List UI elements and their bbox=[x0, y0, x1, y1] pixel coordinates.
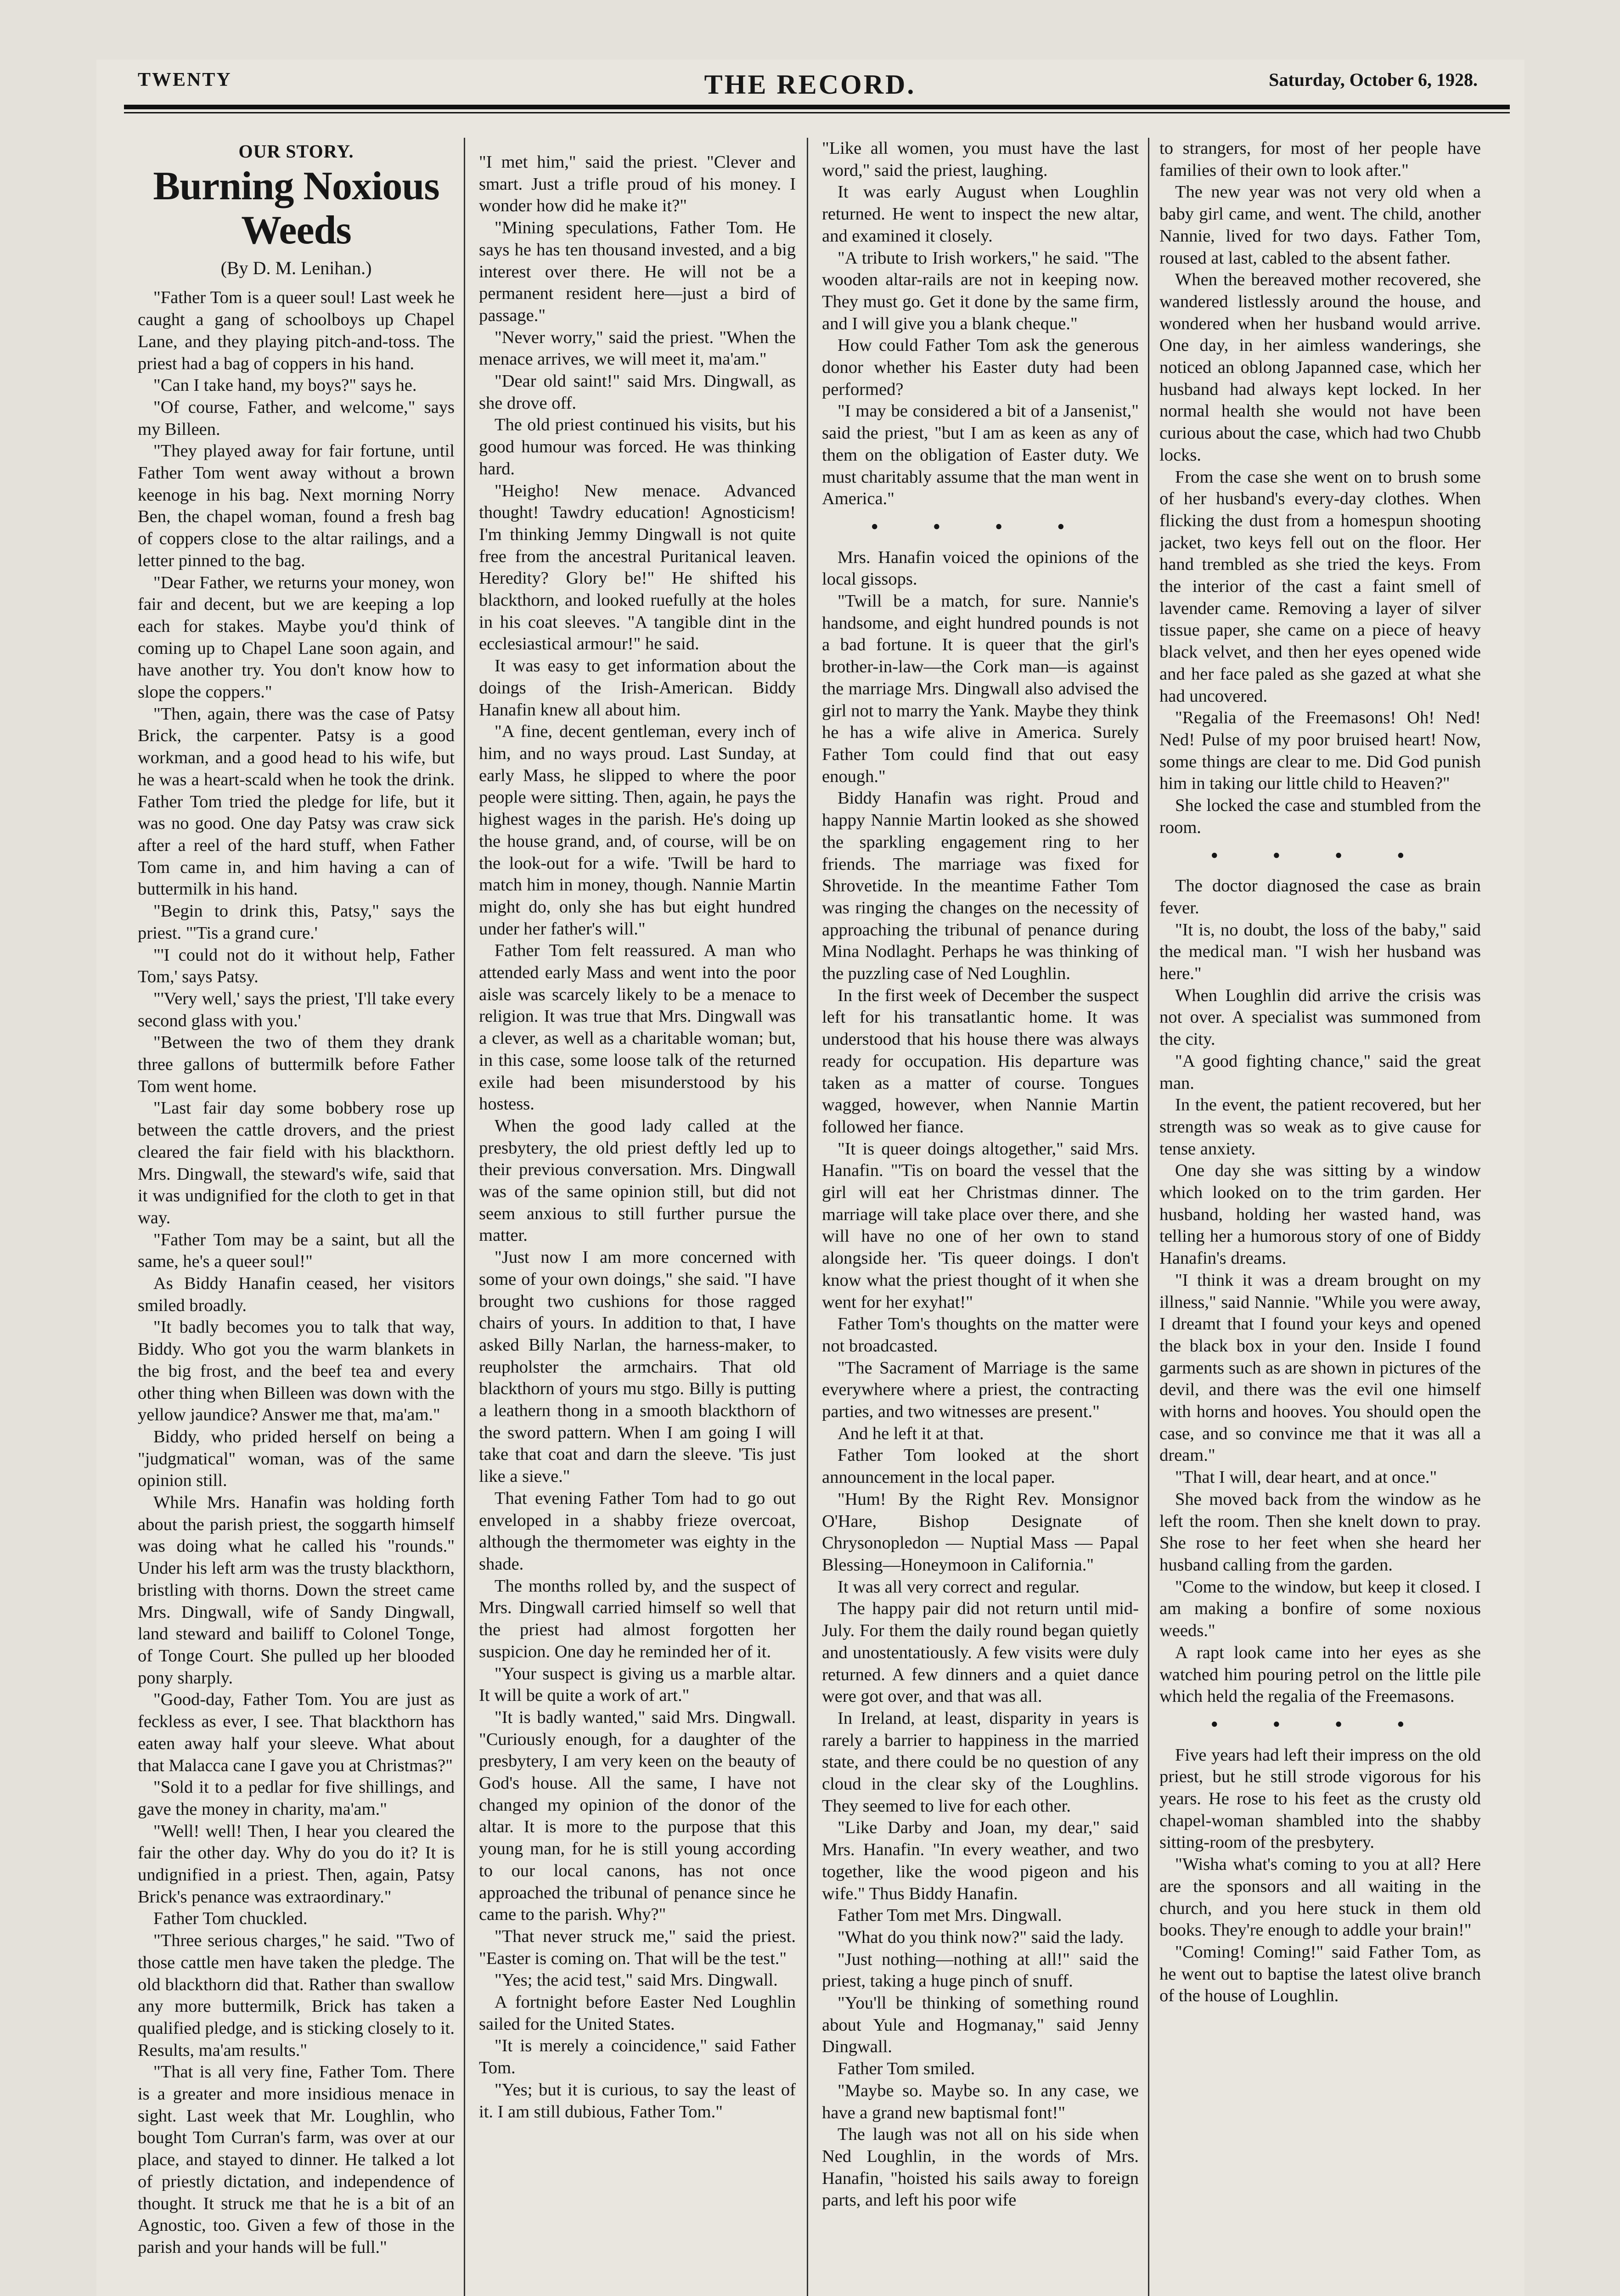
story-paragraph: "It is badly wanted," said Mrs. Dingwall. "Curiously enough, for a daughter of the presbytery, I am very keen on the beauty of God's house. All the same, I have not changed my opinion of the donor of the altar. It is more to the purpose that this young man, for he is still young according to our local canons, has not once approached the tribunal of penance since he came to the parish. Why?" bbox=[479, 1707, 796, 1925]
story-paragraph: It was easy to get information about the doings of the Irish-American. Biddy Hanafin knew all about him. bbox=[479, 656, 796, 720]
story-paragraph: It was all very correct and regular. bbox=[838, 1577, 1080, 1597]
story-paragraph: "The Sacrament of Marriage is the same everywhere where a priest, the contracting parties, and two witnesses are present." bbox=[822, 1358, 1139, 1422]
story-paragraph: "That never struck me," said the priest. "Easter is coming on. That will be the test." bbox=[479, 1926, 796, 1968]
story-paragraph: "Hum! By the Right Rev. Monsignor O'Hare, Bishop Designate of Chrysonopledon — Nuptial Mass — Papal Blessing—Honeymoon in California." bbox=[822, 1489, 1139, 1575]
page-number: TWENTY bbox=[138, 69, 232, 90]
story-paragraph: That evening Father Tom had to go out enveloped in a shabby frieze overcoat, although the thermometer was eighty in the shade. bbox=[479, 1488, 796, 1574]
story-paragraph: Father Tom smiled. bbox=[838, 2059, 975, 2079]
story-paragraph: "Twill be a match, for sure. Nannie's handsome, and eight hundred pounds is not a bad fortune. It is queer that the girl's brother-in-law—the Cork man—is against the marriage Mrs. Dingwall also advised the girl not to marry the Yank. Maybe they think he has a wife alive in America. Surely Father Tom could find that out easy enough." bbox=[822, 591, 1139, 786]
story-paragraph: Mrs. Hanafin voiced the opinions of the local gissops. bbox=[822, 547, 1139, 589]
story-paragraph: "Mining speculations, Father Tom. He says he has ten thousand invested, and a big interest over there. He will not be a permanent resident here—just a bird of passage." bbox=[479, 218, 796, 325]
masthead-title: THE RECORD. bbox=[704, 69, 916, 100]
story-paragraph: "Father Tom is a queer soul! Last week he caught a gang of schoolboys up Chapel Lane, and they playing pitch-and-toss. The priest had a bag of coppers in his hand. bbox=[138, 288, 455, 373]
story-paragraph: "'I could not do it without help, Father Tom,' says Patsy. bbox=[138, 945, 455, 987]
story-paragraph: A rapt look came into her eyes as she watched him pouring petrol on the little pile which held the regalia of the Freemasons. bbox=[1159, 1643, 1481, 1706]
story-paragraph: One day she was sitting by a window which looked on to the trim garden. Her husband, holding her wasted hand, was telling her a humorous story of one of Biddy Hanafin's dreams. bbox=[1159, 1161, 1481, 1268]
story-paragraph: "Regalia of the Freemasons! Oh! Ned! Ned! Pulse of my poor bruised heart! Now, some things are clear to me. Did God punish him in taking our little child to Heaven?" bbox=[1159, 708, 1481, 793]
story-paragraph: The months rolled by, and the suspect of Mrs. Dingwall carried himself so well that the priest had almost forgotten her suspicion. One day he reminded her of it. bbox=[479, 1576, 796, 1661]
story-paragraph: Father Tom met Mrs. Dingwall. bbox=[838, 1906, 1062, 1925]
story-paragraph: When the bereaved mother recovered, she wandered listlessly around the house, and wondered when her husband would arrive. One day, in her aimless wanderings, she noticed an oblong Japanned case, which her husband had always kept locked. In her normal health she would not have been curious about the case, which had two Chubb locks. bbox=[1159, 270, 1481, 465]
story-paragraph: "A tribute to Irish workers," he said. "The wooden altar-rails are not in keeping now. They must go. Get it done by the same firm, and I will give you a blank cheque." bbox=[822, 248, 1139, 333]
column-rule bbox=[1148, 138, 1149, 2296]
story-paragraph: How could Father Tom ask the generous donor whether his Easter duty had been performed? bbox=[822, 336, 1139, 399]
story-paragraph: In the event, the patient recovered, but her strength was so weak as to give cause for tense anxiety. bbox=[1159, 1095, 1481, 1159]
story-paragraph: "Between the two of them they drank three gallons of buttermilk before Father Tom went home. bbox=[138, 1033, 455, 1096]
story-paragraph: Father Tom looked at the short announcement in the local paper. bbox=[822, 1446, 1139, 1487]
story-kicker: OUR STORY. bbox=[238, 141, 354, 162]
story-paragraph: "Three serious charges," he said. "Two of those cattle men have taken the pledge. The old blackthorn did that. Rather than swallow any more buttermilk, Brick has taken a qualified pledge, and is sticking closely to it. Results, ma'am results." bbox=[138, 1931, 455, 2060]
story-paragraph: "What do you think now?" said the lady. bbox=[838, 1927, 1124, 1947]
story-paragraph: And he left it at that. bbox=[838, 1424, 984, 1443]
column-rule bbox=[464, 138, 465, 2296]
story-paragraph: "It badly becomes you to talk that way, Biddy. Who got you the warm blankets in the big frost, and the beef tea and every other thing when Billeen was down with the yellow jaundice? Answer me that, ma'am." bbox=[138, 1317, 455, 1425]
story-paragraph: "It is queer doings altogether," said Mrs. Hanafin. "'Tis on board the vessel that the girl will eat her Christmas dinner. The marriage will take place over there, and she will have no one of her own to stand alongside her. 'Tis queer doings. I don't know what the priest thought of it when she went for her exyhat!" bbox=[822, 1139, 1139, 1312]
story-paragraph: In the first week of December the suspect left for his transatlantic home. It was understood that his house there was always ready for occupation. His departure was taken as a matter of course. Tongues wagged, however, when Nannie Martin followed her fiance. bbox=[822, 985, 1139, 1137]
story-paragraph: "Last fair day some bobbery rose up between the cattle drovers, and the priest cleared the fair field with his blackthorn. Mrs. Dingwall, the steward's wife, said that it was undignified for the cloth to get in that way. bbox=[138, 1098, 455, 1227]
story-paragraph: "Dear Father, we returns your money, won fair and decent, but we are keeping a lop each for stakes. Maybe you'd think of coming up to Chapel Lane soon again, and have another try. You don't know how to slope the coppers." bbox=[138, 573, 455, 702]
story-paragraph: Five years had left their impress on the old priest, but he still strode vigorous for his years. He rose to his feet as the crusty old chapel-woman shambled into the shabby sitting-room of the presbytery. bbox=[1159, 1745, 1481, 1852]
story-paragraph: Biddy, who prided herself on being a "judgmatical" woman, was of the same opinion still. bbox=[138, 1427, 455, 1491]
story-paragraph: "Of course, Father, and welcome," says my Billeen. bbox=[138, 397, 455, 439]
story-paragraph: "Your suspect is giving us a marble altar. It will be quite a work of art." bbox=[479, 1664, 796, 1705]
story-paragraph: "I met him," said the priest. "Clever and smart. Just a trifle proud of his money. I wonder how did he make it?" bbox=[479, 152, 796, 216]
story-paragraph: Father Tom felt reassured. A man who attended early Mass and went into the poor aisle was scarcely likely to be a menace to religion. It was true that Mrs. Dingwall was a clever, as well as a charitable woman; but, in this case, some loose talk of the returned exile had been misunderstood by his hostess. bbox=[479, 941, 796, 1114]
story-paragraph: "They played away for fair fortune, until Father Tom went away without a brown keenoge in his bag. Next morning Norry Ben, the chapel woman, found a fresh bag of coppers close to the altar railings, and a letter pinned to the bag. bbox=[138, 441, 455, 570]
story-paragraph: "Heigho! New menace. Advanced thought! Tawdry education! Agnosticism! I'm thinking Jemmy Dingwall is not quite free from the ancestral Puritanical leaven. Heredity? Glory be!" He shifted his blackthorn, and looked ruefully at the holes in his coat sleeves. "A tangible dint in the ecclesiastical armour!" he said. bbox=[479, 481, 796, 654]
story-paragraph: The old priest continued his visits, but his good humour was forced. He was thinking hard. bbox=[479, 415, 796, 478]
story-paragraph: While Mrs. Hanafin was holding forth about the parish priest, the soggarth himself was doing what he called his "rounds." Under his left arm was the trusty blackthorn, bristling with thorns. Down the street came Mrs. Dingwall, wife of Sandy Dingwall, land steward and bailiff to Colonel Tonge, of Tonge Court. She pulled up her blooded pony sharply. bbox=[138, 1493, 455, 1688]
story-column-3 bbox=[822, 138, 1139, 2296]
masthead-rule-thin bbox=[124, 112, 1510, 113]
story-paragraph: Father Tom chuckled. bbox=[153, 1909, 308, 1929]
story-column-4 bbox=[1159, 138, 1481, 2296]
story-paragraph: The laugh was not all on his side when Ned Loughlin, in the words of Mrs. Hanafin, "hoisted his sails away to foreign parts, and left his poor wife bbox=[822, 2125, 1139, 2210]
story-paragraph: "Never worry," said the priest. "When the menace arrives, we will meet it, ma'am." bbox=[479, 327, 796, 369]
story-paragraph: "Like all women, you must have the last word," said the priest, laughing. bbox=[822, 139, 1139, 180]
story-paragraph: As Biddy Hanafin ceased, her visitors smiled broadly. bbox=[138, 1274, 455, 1315]
story-paragraph: "A fine, decent gentleman, every inch of him, and no ways proud. Last Sunday, at early Mass, he slipped to where the poor people were sitting. Then, again, he pays the highest wages in the parish. He's doing up the house grand, and, of course, will be on the look-out for a wife. 'Twill be hard to match him in money, though. Nannie Martin might do, only she has but eight hundred under her father's will." bbox=[479, 722, 796, 939]
story-column-1 bbox=[138, 138, 455, 2296]
story-paragraph: "Like Darby and Joan, my dear," said Mrs. Hanafin. "In every weather, and two together, like the wood pigeon and his wife." Thus Biddy Hanafin. bbox=[822, 1818, 1139, 1903]
story-paragraph: "Coming! Coming!" said Father Tom, as he went out to baptise the latest olive branch of the house of Loughlin. bbox=[1159, 1942, 1481, 2006]
story-paragraph: "Dear old saint!" said Mrs. Dingwall, as she drove off. bbox=[479, 371, 796, 413]
story-paragraph: "Good-day, Father Tom. You are just as feckless as ever, I see. That blackthorn has eaten away half your sleeve. What about that Malacca cane I gave you at Christmas?" bbox=[138, 1690, 455, 1775]
story-paragraph: "Wisha what's coming to you at all? Here are the sponsors and all waiting in the church, and you here stuck in them old books. They're enough to addle your brain!" bbox=[1159, 1855, 1481, 1940]
story-paragraph: "It is, no doubt, the loss of the baby," said the medical man. "I wish her husband was here." bbox=[1159, 920, 1481, 984]
column-rule bbox=[807, 138, 808, 2296]
story-paragraph: "Can I take hand, my boys?" says he. bbox=[153, 376, 417, 395]
story-column-2 bbox=[479, 152, 796, 2296]
story-paragraph: Biddy Hanafin was right. Proud and happy Nannie Martin looked as she showed the sparkling engagement ring to her friends. The marriage was fixed for Shrovetide. In the meantime Father Tom was ringing the changes on the necessity of approaching the tribunal of penance during Mina Nodlaght. Perhaps he was thinking of the puzzling case of Ned Loughlin. bbox=[822, 788, 1139, 984]
story-paragraph: "Come to the window, but keep it closed. I am making a bonfire of some noxious weeds." bbox=[1159, 1577, 1481, 1641]
story-paragraph: The new year was not very old when a baby girl came, and went. The child, another Nannie, lived for two days. Father Tom, roused at last, cabled to the absent father. bbox=[1159, 182, 1481, 268]
story-paragraph: "I think it was a dream brought on my illness," said Nannie. "While you were away, I dreamt that I found your keys and opened the black box in your den. Inside I found garments such as are shown in pictures of the devil, and there was the evil one himself with horns and hooves. You should open the case, and so convince me that it was all a dream." bbox=[1159, 1270, 1481, 1465]
story-paragraph: "Well! well! Then, I hear you cleared the fair the other day. Why do you do it? It is undignified in a priest. Then, again, Patsy Brick's penance was extraordinary." bbox=[138, 1821, 455, 1907]
story-paragraph: She locked the case and stumbled from the room. bbox=[1159, 796, 1481, 837]
story-paragraph: In Ireland, at least, disparity in years is rarely a barrier to happiness in the married state, and there could be no question of any cloud in the clear sky of the Loughlins. They seemed to live for each other. bbox=[822, 1708, 1139, 1816]
section-break-dots: • • • • bbox=[1211, 1714, 1429, 1735]
story-paragraph: The happy pair did not return until mid-July. For them the daily round began quietly and unostentatiously. A few visits were duly returned. A few dinners and a quiet dance were got over, and that was all. bbox=[822, 1599, 1139, 1706]
story-paragraph: Father Tom's thoughts on the matter were not broadcasted. bbox=[822, 1314, 1139, 1356]
story-paragraph: "Begin to drink this, Patsy," says the priest. "'Tis a grand cure.' bbox=[138, 901, 455, 943]
story-paragraph: When the good lady called at the presbytery, the old priest deftly led up to their previous conversation. Mrs. Dingwall was of the same opinion still, but did not seem anxious to still further pursue the matter. bbox=[479, 1116, 796, 1245]
story-paragraph: "Yes; but it is curious, to say the least of it. I am still dubious, Father Tom." bbox=[479, 2080, 796, 2122]
story-headline: Burning Noxious Weeds bbox=[153, 163, 439, 253]
story-paragraph: "You'll be thinking of something round about Yule and Hogmanay," said Jenny Dingwall. bbox=[822, 1993, 1139, 2057]
story-paragraph: When Loughlin did arrive the crisis was not over. A specialist was summoned from the city. bbox=[1159, 985, 1481, 1049]
section-break-dots: • • • • bbox=[1211, 845, 1429, 867]
story-paragraph: "A good fighting chance," said the great man. bbox=[1159, 1051, 1481, 1093]
story-paragraph: "That is all very fine, Father Tom. There is a greater and more insidious menace in sight. Last week that Mr. Loughlin, who bought Tom Curran's farm, was over at our place, and stayed to dinner. He talked a lot of priestly dictation, and independence of thought. It struck me that he is a bit of an Agnostic, too. Given a few of those in the parish and your hands will be full." bbox=[138, 2062, 455, 2257]
story-paragraph: "Father Tom may be a saint, but all the same, he's a queer soul!" bbox=[138, 1230, 455, 1272]
story-paragraph: "Yes; the acid test," said Mrs. Dingwall. bbox=[495, 1970, 778, 1990]
issue-date: Saturday, October 6, 1928. bbox=[1269, 69, 1478, 90]
section-break-dots: • • • • bbox=[871, 516, 1090, 538]
story-byline: (By D. M. Lenihan.) bbox=[220, 257, 372, 278]
story-paragraph: "Just nothing—nothing at all!" said the priest, taking a huge pinch of snuff. bbox=[822, 1949, 1139, 1991]
story-paragraph: From the case she went on to brush some of her husband's every-day clothes. When flicking the dust from a homespun shooting jacket, two keys fell out on the floor. Her hand trembled as she tried the keys. From the interior of the cast a faint smell of lavender came. Removing a layer of silver tissue paper, she came on a piece of heavy black velvet, and then her eyes opened wide and her face paled as she gazed at what she had uncovered. bbox=[1159, 467, 1481, 706]
story-paragraph: "Then, again, there was the case of Patsy Brick, the carpenter. Patsy is a good workman, and a good head to his wife, but he was a heart-scald when he took the drink. Father Tom tried the pledge for life, but it was no good. One day Patsy was craw sick after a reel of the hard stuff, when Father Tom came in, and him having a can of buttermilk in his hand. bbox=[138, 704, 455, 899]
story-paragraph: "It is merely a coincidence," said Father Tom. bbox=[479, 2036, 796, 2078]
story-paragraph: "That I will, dear heart, and at once." bbox=[1175, 1468, 1437, 1487]
story-paragraph: The doctor diagnosed the case as brain fever. bbox=[1159, 876, 1481, 917]
story-paragraph: A fortnight before Easter Ned Loughlin sailed for the United States. bbox=[479, 1992, 796, 2034]
story-paragraph: to strangers, for most of her people have families of their own to look after." bbox=[1159, 139, 1481, 180]
story-paragraph: "Just now I am more concerned with some of your own doings," she said. "I have brought two cushions for those ragged chairs of yours. In addition to that, I have asked Billy Narlan, the harness-maker, to reupholster the armchairs. That old blackthorn of yours mu stgo. Billy is putting a leathern thong in a smooth blackthorn of the sword pattern. When I am going I will take that coat and darn the sleeve. 'Tis just like a sieve." bbox=[479, 1248, 796, 1486]
story-paragraph: "'Very well,' says the priest, 'I'll take every second glass with you.' bbox=[138, 989, 455, 1030]
story-paragraph: "I may be considered a bit of a Jansenist," said the priest, "but I am as keen as any of them on the obligation of Easter duty. We must charitably assume that the man went in America." bbox=[822, 401, 1139, 509]
story-paragraph: "Sold it to a pedlar for five shillings, and gave the money in charity, ma'am." bbox=[138, 1778, 455, 1819]
story-paragraph: It was early August when Loughlin returned. He went to inspect the new altar, and examined it closely. bbox=[822, 182, 1139, 246]
story-paragraph: She moved back from the window as he left the room. Then she knelt down to pray. She rose to her feet when she heard her husband calling from the garden. bbox=[1159, 1489, 1481, 1575]
masthead-rule bbox=[124, 105, 1510, 109]
story-paragraph: "Maybe so. Maybe so. In any case, we have a grand new baptismal font!" bbox=[822, 2081, 1139, 2122]
